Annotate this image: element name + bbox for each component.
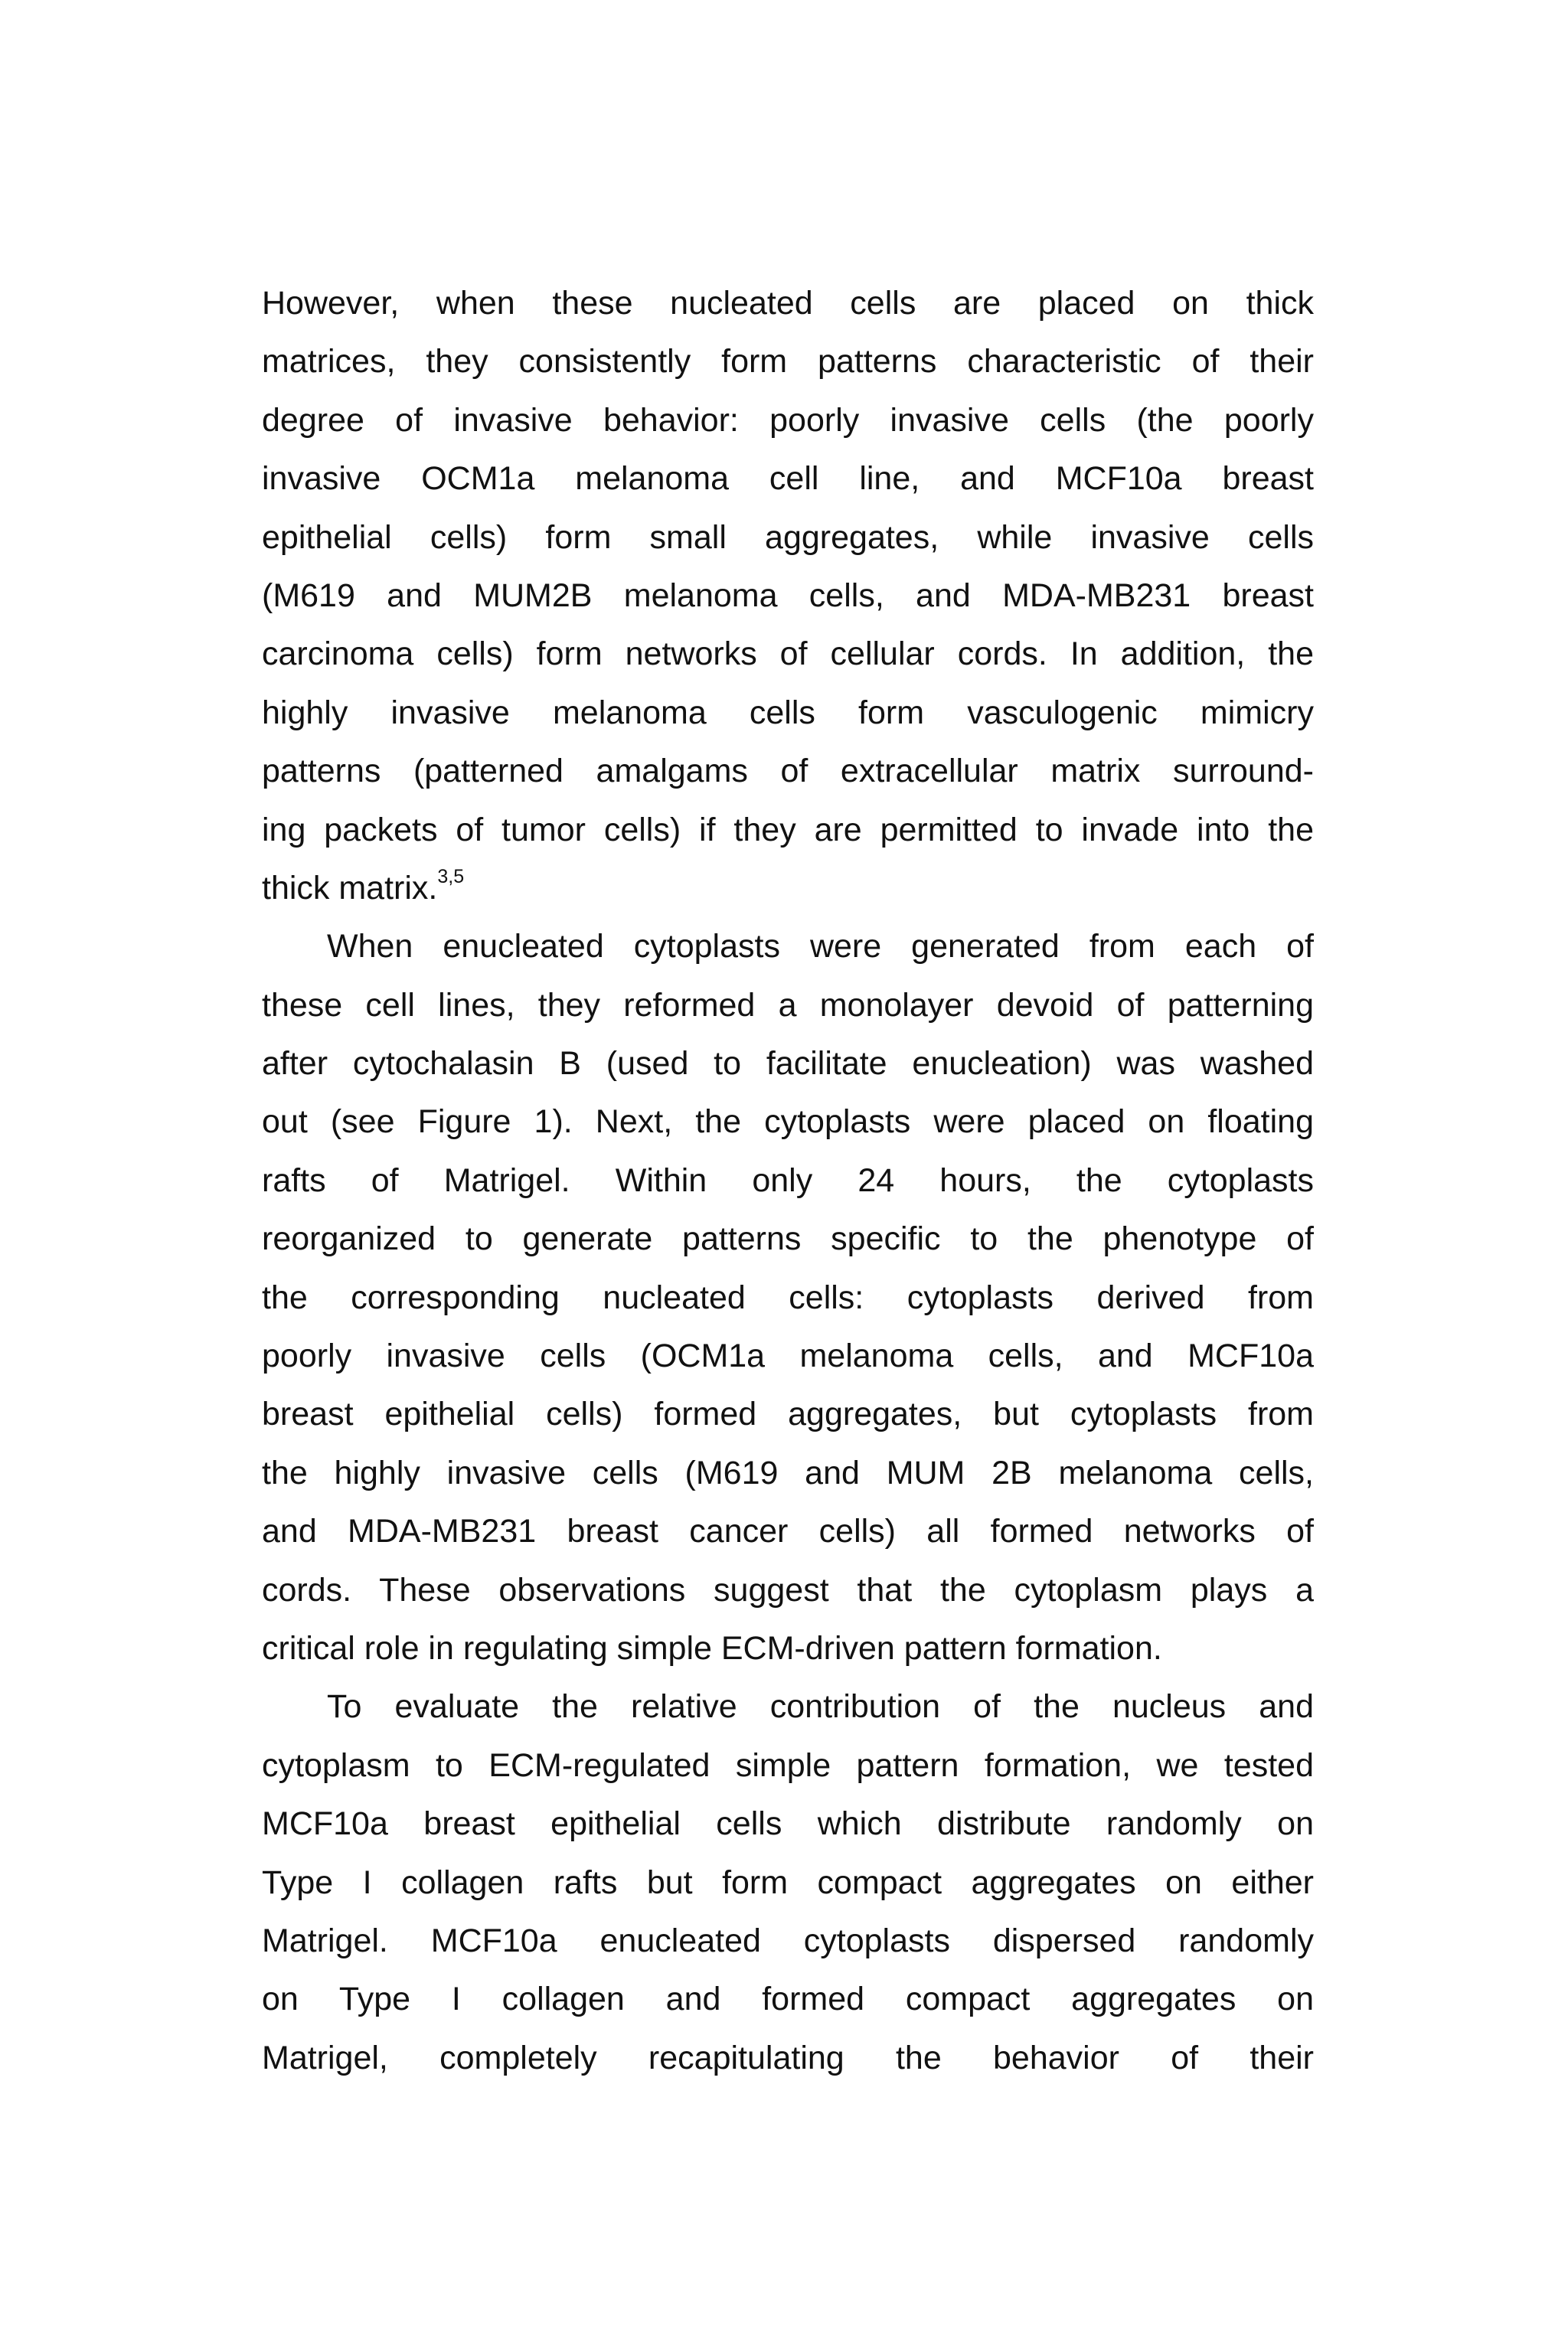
text-line <box>262 1502 1314 1560</box>
text-line <box>262 917 1314 975</box>
text-line <box>262 625 1314 683</box>
text-line <box>262 332 1314 390</box>
text-line <box>262 684 1314 742</box>
line-text: cytoplasm to ECM-regulated simple pattern formation, we tested <box>262 1746 1314 1784</box>
line-text: Matrigel. MCF10a enucleated cytoplasts dispersed randomly <box>262 1922 1314 1959</box>
text-line <box>262 1210 1314 1268</box>
text-line <box>262 1152 1314 1210</box>
line-text: the corresponding nucleated cells: cytoplasts derived from <box>262 1279 1314 1316</box>
line-text: ing packets of tumor cells) if they are permitted to invade into the <box>262 811 1314 848</box>
line-text: thick matrix. <box>262 869 438 906</box>
line-text: after cytochalasin B (used to facilitate enucleation) was washed <box>262 1045 1314 1083</box>
line-text: patterns (patterned amalgams of extracellular matrix surround- <box>262 753 1314 790</box>
text-line <box>262 1677 1314 1736</box>
body-text <box>262 274 1314 2087</box>
line-text: critical role in regulating simple ECM-driven pattern formation. <box>262 1629 1162 1667</box>
text-line <box>262 1385 1314 1443</box>
text-line <box>262 391 1314 449</box>
paragraph <box>262 274 1314 917</box>
text-line <box>262 1736 1314 1795</box>
citation-superscript: 3,5 <box>437 865 465 887</box>
paragraph <box>262 917 1314 1677</box>
line-text: degree of invasive behavior: poorly invasive cells (the poorly <box>262 401 1314 439</box>
line-text: the highly invasive cells (M619 and MUM 2B melanoma cells, <box>262 1454 1314 1491</box>
text-line <box>262 1093 1314 1151</box>
line-text: matrices, they consistently form patterns characteristic of their <box>262 343 1314 381</box>
line-text: epithelial cells) form small aggregates, while invasive cells <box>262 518 1314 556</box>
text-line <box>262 567 1314 625</box>
line-text: However, when these nucleated cells are placed on thick <box>262 285 1314 322</box>
text-line <box>262 742 1314 800</box>
line-text: (M619 and MUM2B melanoma cells, and MDA-MB231 breast <box>262 577 1314 614</box>
text-line <box>262 1795 1314 1853</box>
text-line <box>262 2029 1314 2087</box>
line-text: poorly invasive cells (OCM1a melanoma cells, and MCF10a <box>262 1338 1314 1375</box>
line-text: out (see Figure 1). Next, the cytoplasts were placed on floating <box>262 1103 1314 1141</box>
text-line <box>262 1912 1314 1970</box>
text-line <box>262 1970 1314 2028</box>
line-text: and MDA-MB231 breast cancer cells) all formed networks of <box>262 1513 1314 1550</box>
text-line <box>262 508 1314 567</box>
line-text: these cell lines, they reformed a monolayer devoid of patterning <box>262 986 1314 1024</box>
line-text: highly invasive melanoma cells form vasculogenic mimicry <box>262 694 1314 731</box>
text-line <box>262 274 1314 332</box>
text-line <box>262 1854 1314 1912</box>
line-text: carcinoma cells) form networks of cellular cords. In addition, the <box>262 635 1314 673</box>
line-text: MCF10a breast epithelial cells which distribute randomly on <box>262 1805 1314 1843</box>
text-line <box>262 1444 1314 1502</box>
line-text: rafts of Matrigel. Within only 24 hours, the cytoplasts <box>262 1161 1314 1199</box>
line-text: To evaluate the relative contribution of the nucleus and <box>327 1688 1314 1726</box>
line-text: on Type I collagen and formed compact aggregates on <box>262 1981 1314 2018</box>
line-text: invasive OCM1a melanoma cell line, and MCF10a breast <box>262 460 1314 498</box>
text-line <box>262 1619 1314 1677</box>
line-text: reorganized to generate patterns specific to the phenotype of <box>262 1220 1314 1258</box>
text-line <box>262 1327 1314 1385</box>
text-line <box>262 801 1314 859</box>
paragraph <box>262 1677 1314 2087</box>
text-line <box>262 976 1314 1034</box>
line-text: breast epithelial cells) formed aggregates, but cytoplasts from <box>262 1396 1314 1433</box>
text-line <box>262 1269 1314 1327</box>
line-text: Matrigel, completely recapitulating the behavior of their <box>262 2039 1314 2076</box>
text-line <box>262 1034 1314 1093</box>
line-text: When enucleated cytoplasts were generated from each of <box>327 928 1314 965</box>
text-line <box>262 449 1314 508</box>
line-text: cords. These observations suggest that the cytoplasm plays a <box>262 1571 1314 1609</box>
line-text: Type I collagen rafts but form compact aggregates on either <box>262 1864 1314 1901</box>
text-line <box>262 859 1314 917</box>
text-line <box>262 1561 1314 1619</box>
